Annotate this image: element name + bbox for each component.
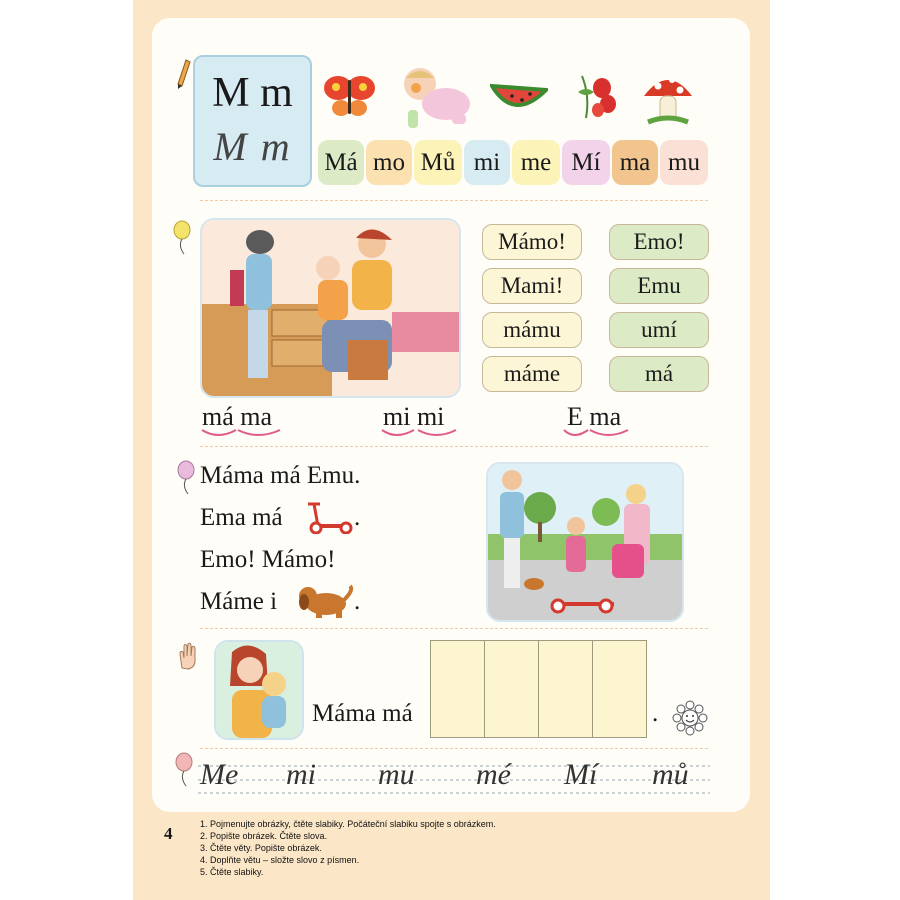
letter-print: M m bbox=[212, 70, 293, 116]
page-number: 4 bbox=[164, 824, 173, 843]
section-divider bbox=[200, 748, 708, 749]
word-card: má bbox=[609, 356, 709, 392]
kitchen-illustration bbox=[200, 218, 461, 398]
syllable-tile: Má bbox=[318, 140, 364, 185]
word-card: máme bbox=[482, 356, 582, 392]
handwriting-syllable: Mí bbox=[564, 758, 598, 791]
word-card: Emo! bbox=[609, 224, 709, 260]
handwriting-lines bbox=[198, 760, 710, 796]
instruction-line: 4. Doplňte větu – složte slovo z písmen. bbox=[200, 855, 360, 865]
hand-icon bbox=[176, 642, 198, 670]
mushroom-icon bbox=[642, 70, 694, 126]
letter-box bbox=[193, 55, 312, 187]
instruction-line: 3. Čtěte věty. Popište obrázek. bbox=[200, 843, 322, 853]
syllable-tile: me bbox=[512, 140, 560, 185]
scooter-icon bbox=[304, 500, 354, 534]
syllable-arcs bbox=[200, 426, 670, 442]
section-divider bbox=[200, 200, 708, 201]
balloon-icon bbox=[174, 752, 194, 788]
syllable-pair: má ma bbox=[202, 402, 273, 431]
sentence-text: Ema má bbox=[200, 504, 283, 531]
flower-icon bbox=[672, 700, 708, 736]
syllable-tile: Mů bbox=[414, 140, 462, 185]
answer-cell[interactable] bbox=[538, 640, 593, 738]
sentence-period: . bbox=[354, 504, 361, 531]
sentence bbox=[200, 504, 283, 532]
sentence-text: Máme i bbox=[200, 588, 278, 615]
answer-cell[interactable] bbox=[430, 640, 485, 738]
sentence: Emo! Mámo! bbox=[200, 546, 336, 573]
completion-suffix: . bbox=[652, 700, 659, 727]
syllable-tile: mi bbox=[464, 140, 510, 185]
syllable-tile: Mí bbox=[562, 140, 610, 185]
handwriting-syllable: mů bbox=[652, 758, 689, 791]
watermelon-icon bbox=[490, 78, 548, 118]
handwriting-syllable: mu bbox=[378, 758, 415, 791]
handwriting-syllable: mi bbox=[286, 758, 316, 791]
instruction-line: 1. Pojmenujte obrázky, čtěte slabiky. Počáteční slabiku spojte s obrázkem. bbox=[200, 819, 496, 829]
sentence bbox=[200, 588, 277, 616]
butterfly-icon bbox=[322, 72, 377, 120]
instruction-line: 5. Čtěte slabiky. bbox=[200, 867, 264, 877]
word-card: mámu bbox=[482, 312, 582, 348]
syllable-pair: mi mi bbox=[383, 402, 445, 431]
sentence: Máma má Emu. bbox=[200, 462, 361, 489]
word-card: Emu bbox=[609, 268, 709, 304]
word-card: Mámo! bbox=[482, 224, 582, 260]
syllable-pair: E ma bbox=[567, 402, 622, 431]
word-card: umí bbox=[609, 312, 709, 348]
balloon-icon bbox=[176, 460, 196, 496]
letter-cursive: M m bbox=[213, 124, 292, 169]
answer-cell[interactable] bbox=[484, 640, 539, 738]
sentence-period: . bbox=[354, 588, 361, 615]
answer-cell[interactable] bbox=[592, 640, 647, 738]
completion-prefix: Máma má bbox=[312, 700, 413, 727]
syllable-tile: mu bbox=[660, 140, 708, 185]
balloon-icon bbox=[172, 220, 192, 256]
mother-baby-illustration bbox=[214, 640, 304, 740]
dog-icon bbox=[296, 582, 354, 620]
baby-icon bbox=[400, 64, 472, 130]
section-divider bbox=[200, 446, 708, 447]
word-card: Mami! bbox=[482, 268, 582, 304]
section-divider bbox=[200, 628, 708, 629]
syllable-tile: ma bbox=[612, 140, 658, 185]
handwriting-syllable: mé bbox=[476, 758, 511, 791]
park-illustration bbox=[486, 462, 684, 622]
handwriting-syllable: Me bbox=[200, 758, 239, 791]
instruction-line: 2. Popište obrázek. Čtěte slova. bbox=[200, 831, 328, 841]
pencil-icon bbox=[176, 58, 192, 90]
syllable-tile: mo bbox=[366, 140, 412, 185]
strawberry-icon bbox=[576, 72, 620, 122]
